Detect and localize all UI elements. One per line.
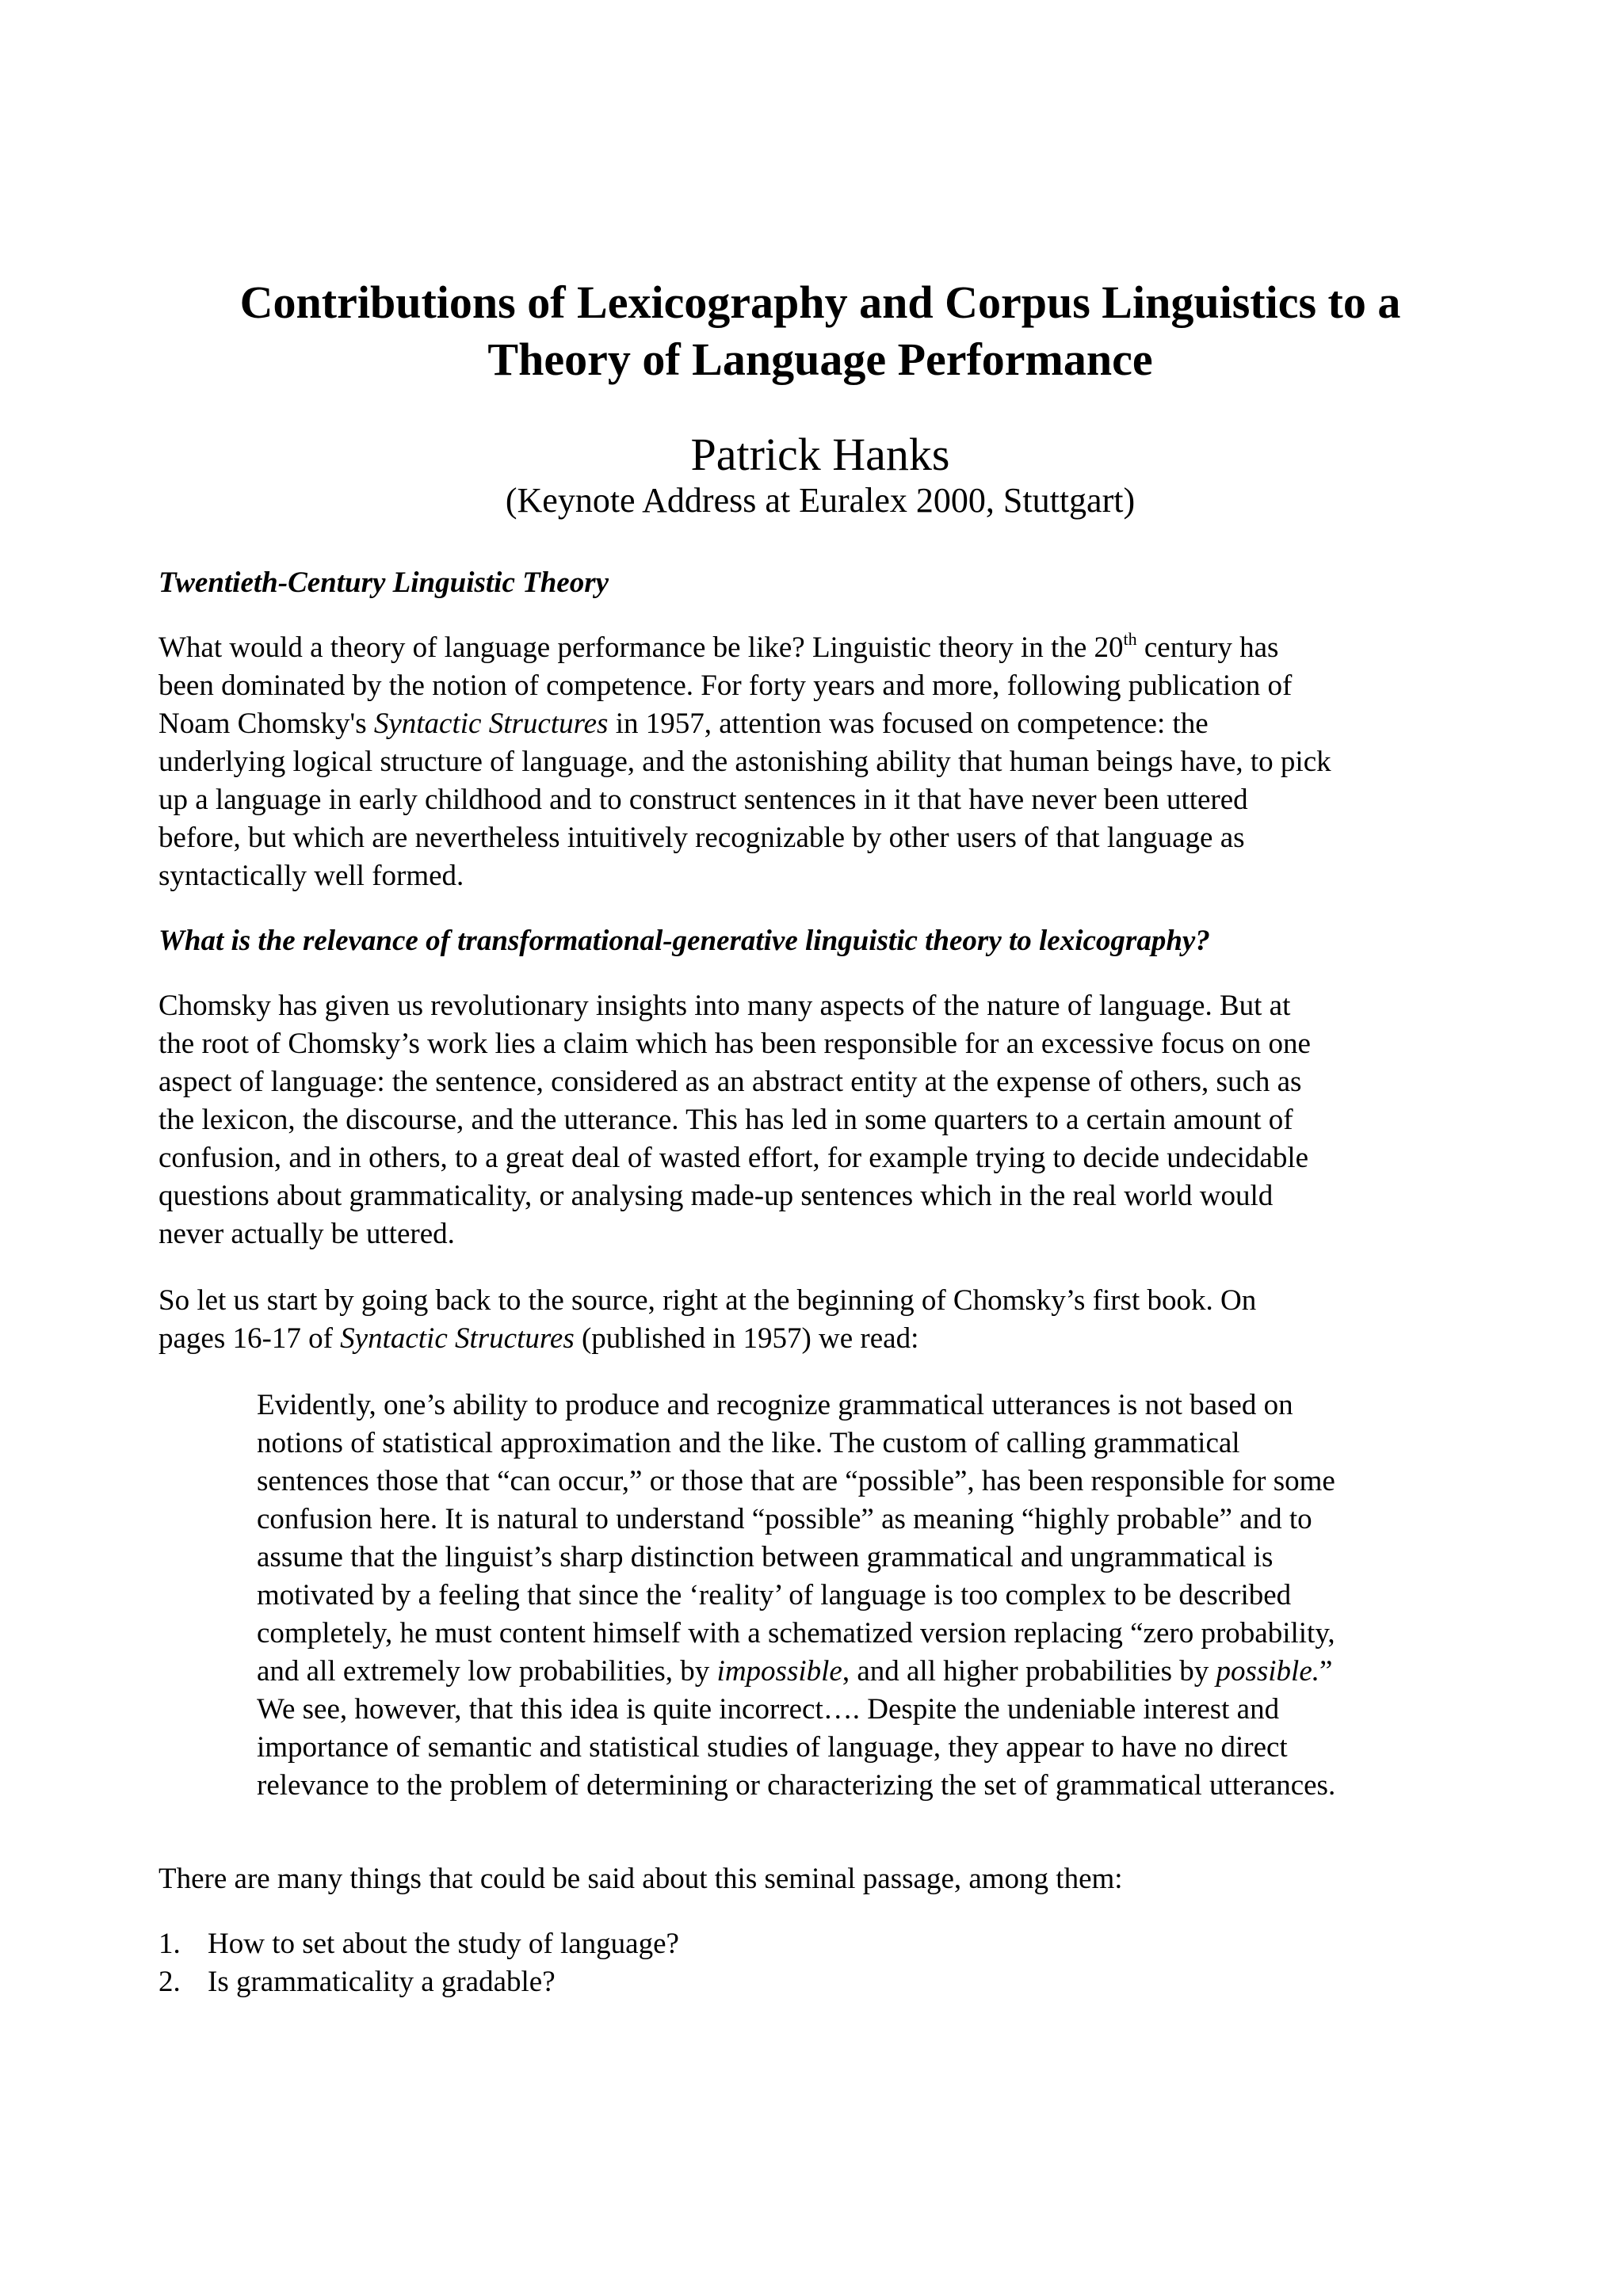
book-title-italic: Syntactic Structures [340, 1322, 575, 1355]
paragraph-line: So let us start by going back to the source, right at the beginning of Chomsky’s first book. On [158, 1284, 1257, 1317]
quote-line: sentences those that “can occur,” or those that are “possible”, has been responsible for some [257, 1465, 1335, 1497]
text-run: What would a theory of language performance be like? Linguistic theory in the 20 [158, 631, 1124, 664]
paragraph-line: never actually be uttered. [158, 1218, 455, 1250]
list-item [158, 1963, 556, 2001]
quote-line [257, 1653, 1332, 1691]
quote-line: assume that the linguist’s sharp distinction between grammatical and ungrammatical is [257, 1541, 1274, 1573]
paper-title-line-1: Contributions of Lexicography and Corpus Linguistics to a [239, 277, 1401, 328]
text-run: , and all higher probabilities by [842, 1655, 1216, 1688]
quote-line: motivated by a feeling that since the ‘reality’ of language is too complex to be described [257, 1579, 1292, 1611]
paragraph-line: up a language in early childhood and to construct sentences in it that have never been uttered [158, 784, 1248, 816]
quote-line: We see, however, that this idea is quite incorrect…. Despite the undeniable interest and [257, 1693, 1280, 1726]
paragraph-line: syntactically well formed. [158, 860, 464, 892]
text-run: century has [1136, 631, 1279, 664]
quote-line: completely, he must content himself with a schematized version replacing “zero probability, [257, 1617, 1335, 1650]
text-run: Noam Chomsky's [158, 707, 374, 740]
venue-note: (Keynote Address at Euralex 2000, Stuttgart) [505, 481, 1136, 520]
author-name: Patrick Hanks [690, 429, 950, 480]
text-run: ” [1319, 1655, 1333, 1688]
section-heading-twentieth-century: Twentieth-Century Linguistic Theory [158, 566, 609, 599]
quote-line: confusion here. It is natural to understand “possible” as meaning “highly probable” and to [257, 1503, 1312, 1535]
emphasis-italic: impossible [716, 1655, 842, 1688]
paragraph-line: underlying logical structure of language, and the astonishing ability that human beings have, to pick [158, 746, 1331, 778]
quote-line: notions of statistical approximation and the like. The custom of calling grammatical [257, 1427, 1240, 1459]
paragraph-line [158, 705, 1209, 743]
paragraph-line [158, 629, 1278, 667]
quote-line: importance of semantic and statistical studies of language, they appear to have no direct [257, 1731, 1288, 1764]
superscript: th [1123, 628, 1137, 649]
list-number: 2. [158, 1966, 181, 1998]
list-number: 1. [158, 1928, 181, 1960]
text-run: pages 16-17 of [158, 1322, 341, 1355]
paragraph-line: before, but which are nevertheless intuitively recognizable by other users of that language as [158, 822, 1245, 854]
quote-line: relevance to the problem of determining or characterizing the set of grammatical utterances. [257, 1769, 1336, 1802]
paragraph-line: aspect of language: the sentence, considered as an abstract entity at the expense of others, such as [158, 1066, 1302, 1098]
text-run: in 1957, attention was focused on competence: the [608, 707, 1209, 740]
paragraph-line: the root of Chomsky’s work lies a claim which has been responsible for an excessive focus on one [158, 1028, 1311, 1060]
list-item [158, 1925, 679, 1963]
book-title-italic: Syntactic Structures [373, 707, 609, 740]
paragraph-line: been dominated by the notion of competence. For forty years and more, following publication of [158, 669, 1293, 702]
paragraph-seminal: There are many things that could be said about this seminal passage, among them: [158, 1863, 1123, 1895]
paragraph-line: Chomsky has given us revolutionary insights into many aspects of the nature of language. But at [158, 990, 1291, 1022]
paragraph-line [158, 1320, 918, 1358]
paragraph-line: questions about grammaticality, or analysing made-up sentences which in the real world would [158, 1180, 1274, 1212]
section-heading-relevance: What is the relevance of transformational-generative linguistic theory to lexicography? [158, 925, 1210, 957]
paragraph-line: confusion, and in others, to a great deal of wasted effort, for example trying to decide undecidable [158, 1142, 1309, 1174]
list-text: Is grammaticality a gradable? [208, 1966, 556, 1998]
emphasis-italic: possible. [1216, 1655, 1320, 1688]
paragraph-line: the lexicon, the discourse, and the utterance. This has led in some quarters to a certain amount of [158, 1104, 1293, 1136]
text-run: and all extremely low probabilities, by [257, 1655, 717, 1688]
paper-title-line-2: Theory of Language Performance [487, 334, 1153, 385]
list-text: How to set about the study of language? [208, 1928, 679, 1960]
quote-line: Evidently, one’s ability to produce and recognize grammatical utterances is not based on [257, 1389, 1293, 1421]
text-run: (published in 1957) we read: [574, 1322, 919, 1355]
